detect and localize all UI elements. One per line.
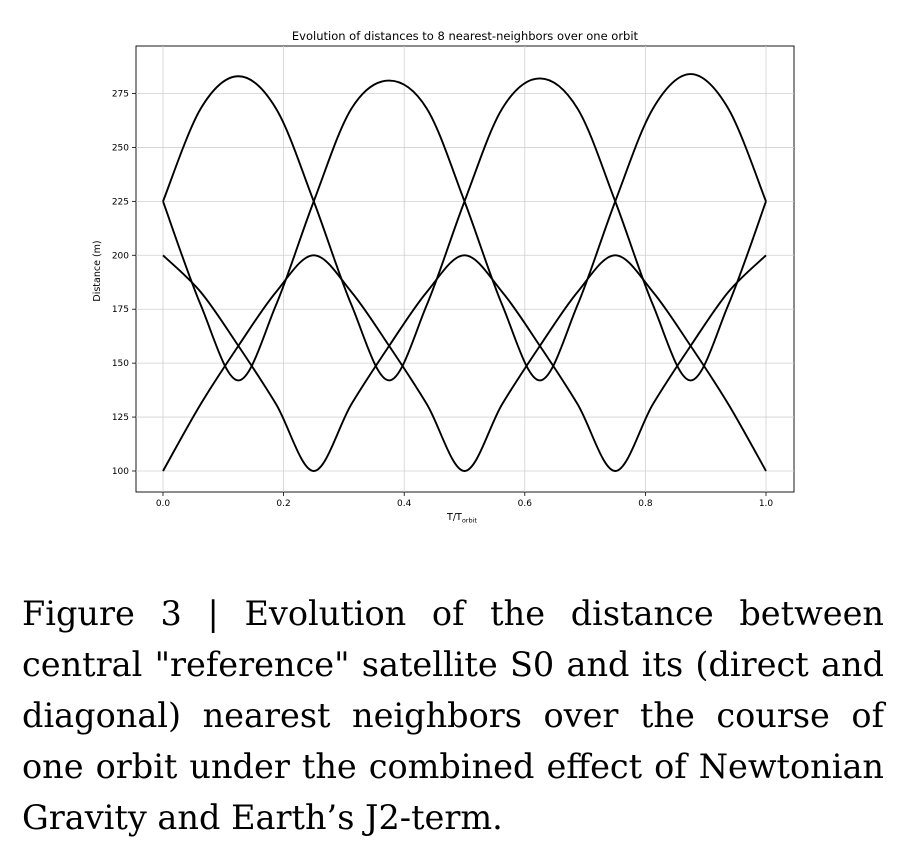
y-tick-label: 175 [111,305,129,316]
y-tick-label: 225 [111,197,129,208]
chart-title: Evolution of distances to 8 nearest-neighbors over one orbit [291,29,639,43]
x-tick-label: 0.6 [517,499,532,509]
figure-caption: Figure 3 | Evolution of the distance between central "reference" satellite S0 and its (direct and diagonal) nearest neighbors over the course of one orbit under the combined effect of Newtonian Gravity and Earth’s J2-term. [22,594,884,837]
y-tick-label: 200 [111,251,129,262]
y-tick-label: 275 [111,89,129,100]
x-axis-label-main: T/T [447,512,462,523]
y-tick-label: 125 [111,413,129,424]
x-tick-label: 0.0 [155,499,171,509]
y-tick-label: 100 [111,467,129,477]
x-axis-label-subscript: orbit [461,516,477,525]
x-tick-label: 0.2 [276,499,291,509]
y-tick-label: 150 [111,359,129,370]
y-axis-label: Distance (m) [92,240,103,302]
x-axis-label [446,512,477,525]
x-tick-label: 0.8 [638,499,653,509]
y-tick-label: 250 [111,143,129,154]
x-tick-label: 0.4 [397,499,412,509]
x-tick-label: 1.0 [758,499,774,509]
plot-area [136,46,794,492]
